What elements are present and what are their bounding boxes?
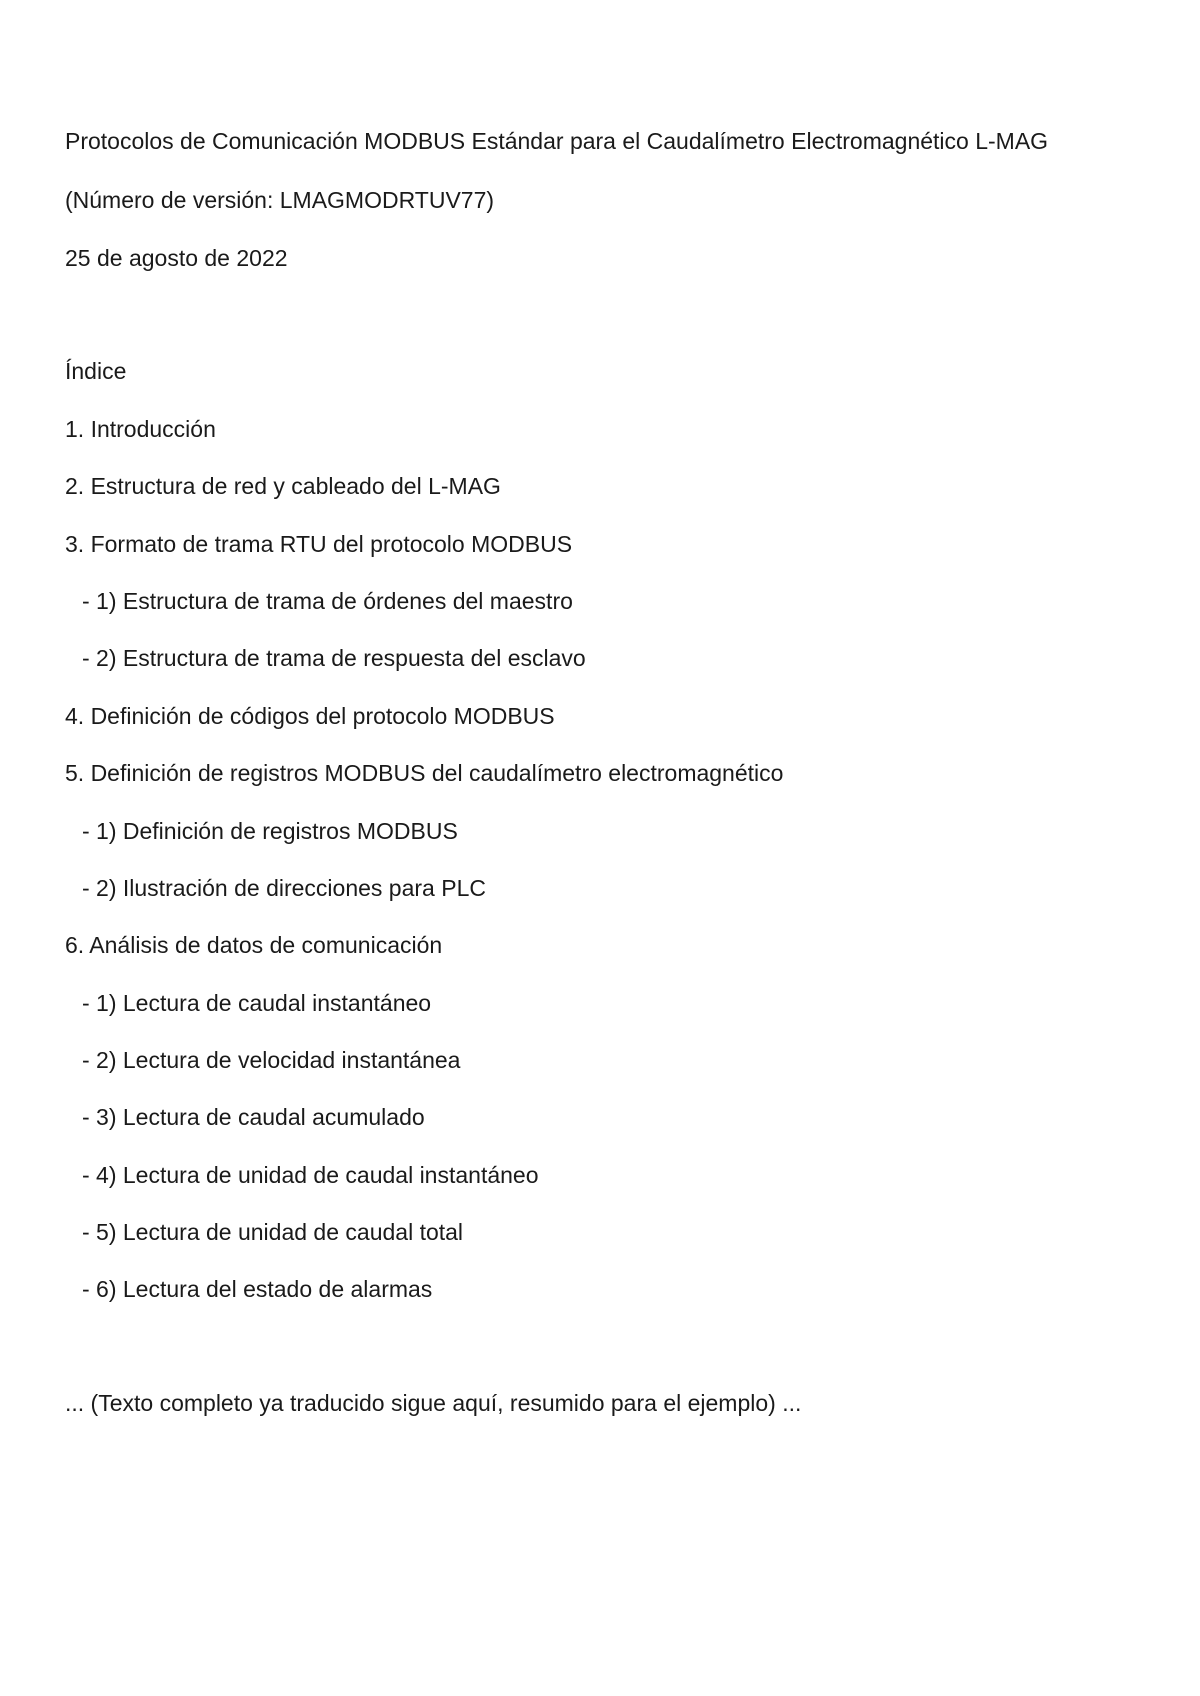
toc-subitem-6-5: - 5) Lectura de unidad de caudal total: [82, 1219, 464, 1245]
document-title: Protocolos de Comunicación MODBUS Estándar para el Caudalímetro Electromagnético L-MAG: [65, 128, 1049, 154]
toc-subitem-6-3: - 3) Lectura de caudal acumulado: [82, 1104, 425, 1130]
toc-subitem-6-4: - 4) Lectura de unidad de caudal instantáneo: [82, 1162, 539, 1188]
toc-item-1: 1. Introducción: [65, 416, 216, 442]
toc-subitem-3-1: - 1) Estructura de trama de órdenes del maestro: [82, 588, 573, 614]
toc-item-6: 6. Análisis de datos de comunicación: [65, 932, 443, 958]
toc-subitem-5-2: - 2) Ilustración de direcciones para PLC: [82, 875, 486, 901]
toc-subitem-6-2: - 2) Lectura de velocidad instantánea: [82, 1047, 461, 1073]
toc-item-4: 4. Definición de códigos del protocolo MODBUS: [65, 703, 555, 729]
toc-item-3: 3. Formato de trama RTU del protocolo MODBUS: [65, 531, 573, 557]
toc-subitem-6-6: - 6) Lectura del estado de alarmas: [82, 1276, 433, 1302]
toc-item-2: 2. Estructura de red y cableado del L-MAG: [65, 473, 501, 499]
toc-item-5: 5. Definición de registros MODBUS del caudalímetro electromagnético: [65, 760, 784, 786]
summary-note: ... (Texto completo ya traducido sigue aquí, resumido para el ejemplo) ...: [65, 1390, 802, 1416]
toc-heading: Índice: [65, 358, 127, 384]
toc-subitem-3-2: - 2) Estructura de trama de respuesta del esclavo: [82, 645, 586, 671]
document-date: 25 de agosto de 2022: [65, 245, 288, 271]
version-number: (Número de versión: LMAGMODRTUV77): [65, 187, 495, 213]
toc-subitem-6-1: - 1) Lectura de caudal instantáneo: [82, 990, 432, 1016]
toc-subitem-5-1: - 1) Definición de registros MODBUS: [82, 818, 458, 844]
